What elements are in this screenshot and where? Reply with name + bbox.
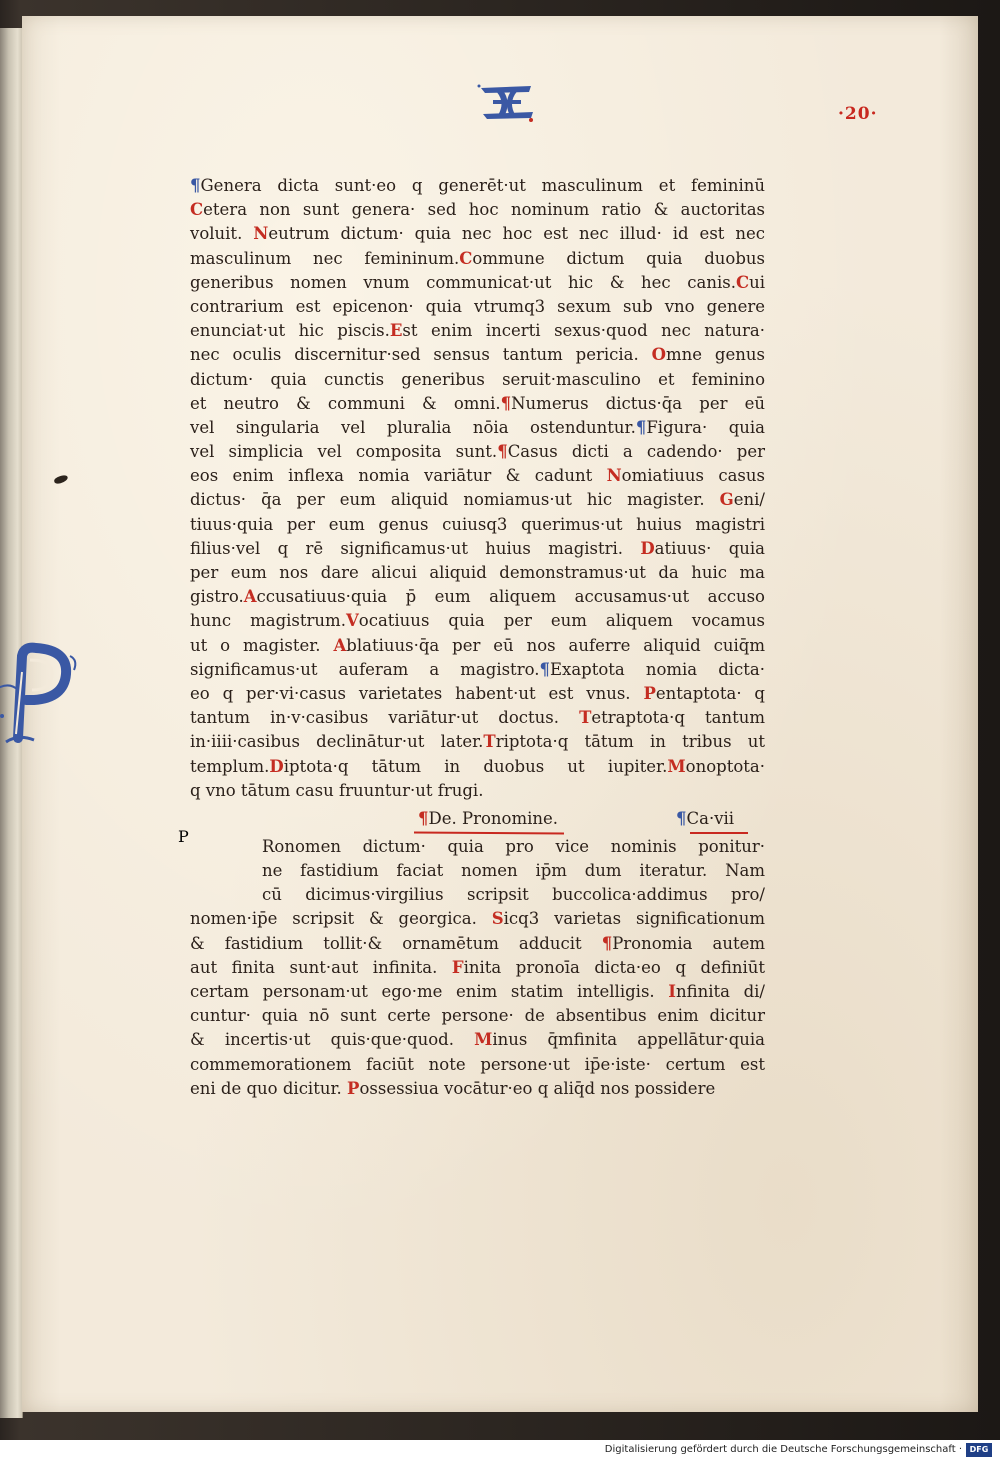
rubricated-letter: A [333, 635, 347, 655]
lombard-initial-p [0, 642, 189, 846]
text-line [190, 513, 765, 537]
text-segment: Ronomen dictum· quia pro vice nominis ponitur· [262, 836, 765, 856]
rubricated-letter: ¶ [539, 659, 550, 679]
text-segment: ut o magister. [190, 635, 334, 655]
chapter-number [676, 807, 734, 831]
text-segment: generibus nomen vnum communicat·ut hic & hec canis. [190, 272, 736, 292]
text-segment: icq3 varietas significationum [503, 909, 765, 929]
rubricated-letter: ¶ [497, 442, 508, 462]
text-segment: nfinita di/ [675, 982, 765, 1001]
text-line [190, 222, 765, 246]
text-line [190, 174, 765, 198]
text-segment: omiatiuus casus [621, 466, 765, 486]
text-segment: onoptota· [685, 756, 765, 776]
text-segment: gistro. [190, 587, 244, 607]
text-segment: ocatiuus quia per eum aliquem vocamus [358, 611, 765, 631]
rubricated-letter: D [640, 538, 655, 558]
text-segment: etraptota·q tantum [591, 708, 766, 728]
rubricated-letter: C [459, 248, 473, 268]
text-line [190, 883, 765, 907]
dfg-logo: DFG [966, 1443, 992, 1457]
text-segment: ommune dictum quia duobus [472, 248, 765, 268]
text-segment: tantum in·v·casibus variātur·ut doctus. [190, 708, 580, 728]
text-segment: iptota·q tātum in duobus ut iupiter. [283, 756, 668, 776]
text-line [190, 440, 765, 464]
rubricated-letter: D [269, 756, 284, 776]
rubricated-letter: M [474, 1030, 493, 1050]
text-line [190, 416, 765, 440]
text-line [190, 779, 765, 803]
text-line [190, 271, 765, 295]
rubricated-letter: O [651, 345, 666, 365]
rubricated-letter: C [735, 272, 750, 292]
text-segment: ne fastidium faciat nomen ip̄m dum iteratur. Nam [262, 861, 765, 881]
initial-letter-hidden: P [178, 827, 189, 846]
rubricated-letter: N [606, 466, 622, 486]
text-segment: commemorationem faciūt note persone·ut ip̄e·iste· certum est [190, 1054, 765, 1074]
text-line [190, 932, 765, 956]
rubricated-letter: P [347, 1078, 360, 1098]
text-segment: Genera dicta sunt·eo q generēt·ut masculinum et femininū [200, 176, 765, 195]
funding-credit: Digitalisierung gefördert durch die Deutsche Forschungsgemeinschaft · [604, 1444, 962, 1455]
folio-number: ·20· [838, 104, 878, 124]
text-segment: per eum nos dare alicui aliquid demonstramus·ut da huic ma [190, 563, 765, 582]
text-segment: ossessiua vocātur·eo q aliq̄d nos possidere [359, 1078, 716, 1098]
text-line [190, 907, 765, 931]
text-line [190, 730, 765, 754]
text-segment: templum. [190, 756, 270, 776]
text-line [190, 980, 765, 1004]
text-segment: certam personam·ut ego·me enim statim intelligis. [190, 982, 669, 1001]
text-segment: dictus· q̄a per eum aliquid nomiamus·ut hic magister. [190, 490, 720, 510]
text-line [190, 585, 765, 609]
rubricated-letter: V [345, 611, 359, 631]
text-segment: nec oculis discernitur·sed sensus tantum pericia. [190, 345, 652, 365]
text-line [190, 392, 765, 416]
footer-bar [0, 1440, 1000, 1462]
rubricated-letter: P [643, 683, 656, 703]
paragraph-genera [190, 174, 765, 803]
text-line [190, 343, 765, 367]
text-segment: masculinum nec femininum. [190, 248, 460, 268]
text-line [190, 755, 765, 779]
rubricated-letter: C [190, 200, 204, 220]
rubricated-letter: A [243, 587, 257, 607]
rubricated-letter: S [491, 909, 504, 929]
text-segment: st enim incerti sexus·quod nec natura· [402, 321, 765, 341]
text-line [190, 859, 765, 883]
text-segment: Casus dicti a cadendo· per [507, 442, 765, 462]
text-segment: ui [749, 272, 765, 292]
heading-text: De. Pronomine. [428, 808, 559, 828]
rubricated-letter: G [719, 490, 734, 510]
text-line [190, 198, 765, 222]
text-line [190, 1053, 765, 1077]
rubricated-letter: ¶ [601, 933, 613, 953]
rubricated-letter: ¶ [500, 393, 512, 413]
text-segment: dictum· quia cunctis generibus seruit·masculino et feminino [190, 369, 765, 389]
chapter-pilcrow: ¶ [676, 808, 687, 828]
chapter-heading [418, 807, 558, 831]
text-line [190, 368, 765, 392]
text-line [190, 1028, 765, 1052]
text-segment: eutrum dictum· quia nec hoc est nec illud· id est nec [268, 224, 765, 244]
text-segment: eos enim inflexa nomia variātur & cadunt [190, 466, 607, 486]
text-segment: contrarium est epicenon· quia vtrumq3 sexum sub vno genere [190, 296, 765, 316]
text-segment: q vno tātum casu fruuntur·ut frugi. [190, 780, 484, 800]
text-segment: et neutro & communi & omni. [190, 393, 501, 413]
rubricated-letter: ¶ [635, 417, 647, 437]
text-line [190, 464, 765, 488]
text-segment: vel singularia vel pluralia nōia ostenduntur. [190, 417, 636, 437]
text-line [190, 295, 765, 319]
text-segment: cuntur· quia nō sunt certe persone· de absentibus enim dicitur [190, 1006, 765, 1026]
text-segment: eni de quo dicitur. [190, 1078, 348, 1098]
text-line [190, 634, 765, 658]
text-segment: nomen·ip̄e scripsit & georgica. [190, 909, 492, 929]
text-segment: ccusatiuus·quia p̄ eum aliquem accusamus·ut accuso [256, 587, 765, 607]
text-segment: inita pronoīa dicta·eo q definiūt [463, 957, 765, 977]
paragraph-pronomen [190, 835, 765, 1101]
heading-pilcrow: ¶ [418, 808, 429, 828]
text-line [190, 1077, 765, 1101]
rubricated-letter: T [579, 708, 592, 728]
text-segment: blatiuus·q̄a per eū nos auferre aliquid cuiq̄m [346, 635, 765, 655]
text-segment: Pronomia autem [612, 933, 765, 953]
text-segment: hunc magistrum. [190, 611, 346, 631]
signature-mark-ornament [475, 80, 539, 124]
rubricated-letter: ¶ [190, 176, 201, 195]
text-block [190, 174, 765, 1101]
text-segment: inus q̄mfinita appellātur·quia [492, 1030, 766, 1050]
text-line [190, 658, 765, 682]
text-line [190, 835, 765, 859]
text-segment: enunciat·ut hic piscis. [190, 321, 390, 341]
text-segment: Exaptota nomia dicta· [549, 659, 765, 679]
text-line [190, 319, 765, 343]
text-segment: filius·vel q rē significamus·ut huius magistri. [190, 538, 641, 558]
chapter-text: Ca·vii [686, 808, 735, 828]
text-line [190, 247, 765, 271]
rubricated-letter: N [253, 224, 269, 244]
text-line [190, 609, 765, 633]
text-segment: Figura· quia [646, 417, 766, 437]
text-segment: in·iiii·casibus declinātur·ut later. [190, 732, 484, 752]
text-segment: significamus·ut auferam a magistro. [190, 659, 540, 679]
rubricated-letter: T [483, 732, 496, 752]
text-segment: eni/ [733, 490, 765, 510]
text-segment: tiuus·quia per eum genus cuiusq3 querimus·ut huius magistri [190, 514, 765, 534]
text-line [190, 682, 765, 706]
text-segment: voluit. [190, 224, 254, 244]
text-line [190, 706, 765, 730]
text-segment: eo q per·vi·casus varietates habent·ut est vnus. [190, 683, 644, 703]
text-segment: cū dicimus·virgilius scripsit buccolica·addimus pro/ [262, 885, 765, 905]
text-line [190, 1004, 765, 1028]
text-segment: etera non sunt genera· sed hoc nominum ratio & auctoritas [203, 200, 765, 220]
rubricated-letter: E [389, 321, 403, 341]
text-segment: entaptota· q [655, 683, 765, 703]
text-segment: mne genus [666, 345, 765, 365]
text-line [190, 561, 765, 585]
text-segment: Numerus dictus·q̄a per eū [511, 393, 765, 413]
rubricated-letter: F [451, 957, 464, 977]
text-segment: atiuus· quia [654, 538, 765, 558]
text-segment: aut finita sunt·aut infinita. [190, 957, 452, 977]
text-line [190, 956, 765, 980]
text-segment: & incertis·ut quis·que·quod. [190, 1030, 475, 1050]
rubricated-letter: I [668, 982, 676, 1001]
text-segment: riptota·q tātum in tribus ut [495, 732, 765, 752]
text-segment: & fastidium tollit·& ornamētum adducit [190, 933, 602, 953]
text-line [190, 488, 765, 512]
ink-stain [53, 474, 68, 484]
text-line [190, 537, 765, 561]
rubricated-letter: M [667, 756, 686, 776]
text-segment: vel simplicia vel composita sunt. [190, 442, 498, 462]
chapter-heading-row [190, 807, 765, 835]
